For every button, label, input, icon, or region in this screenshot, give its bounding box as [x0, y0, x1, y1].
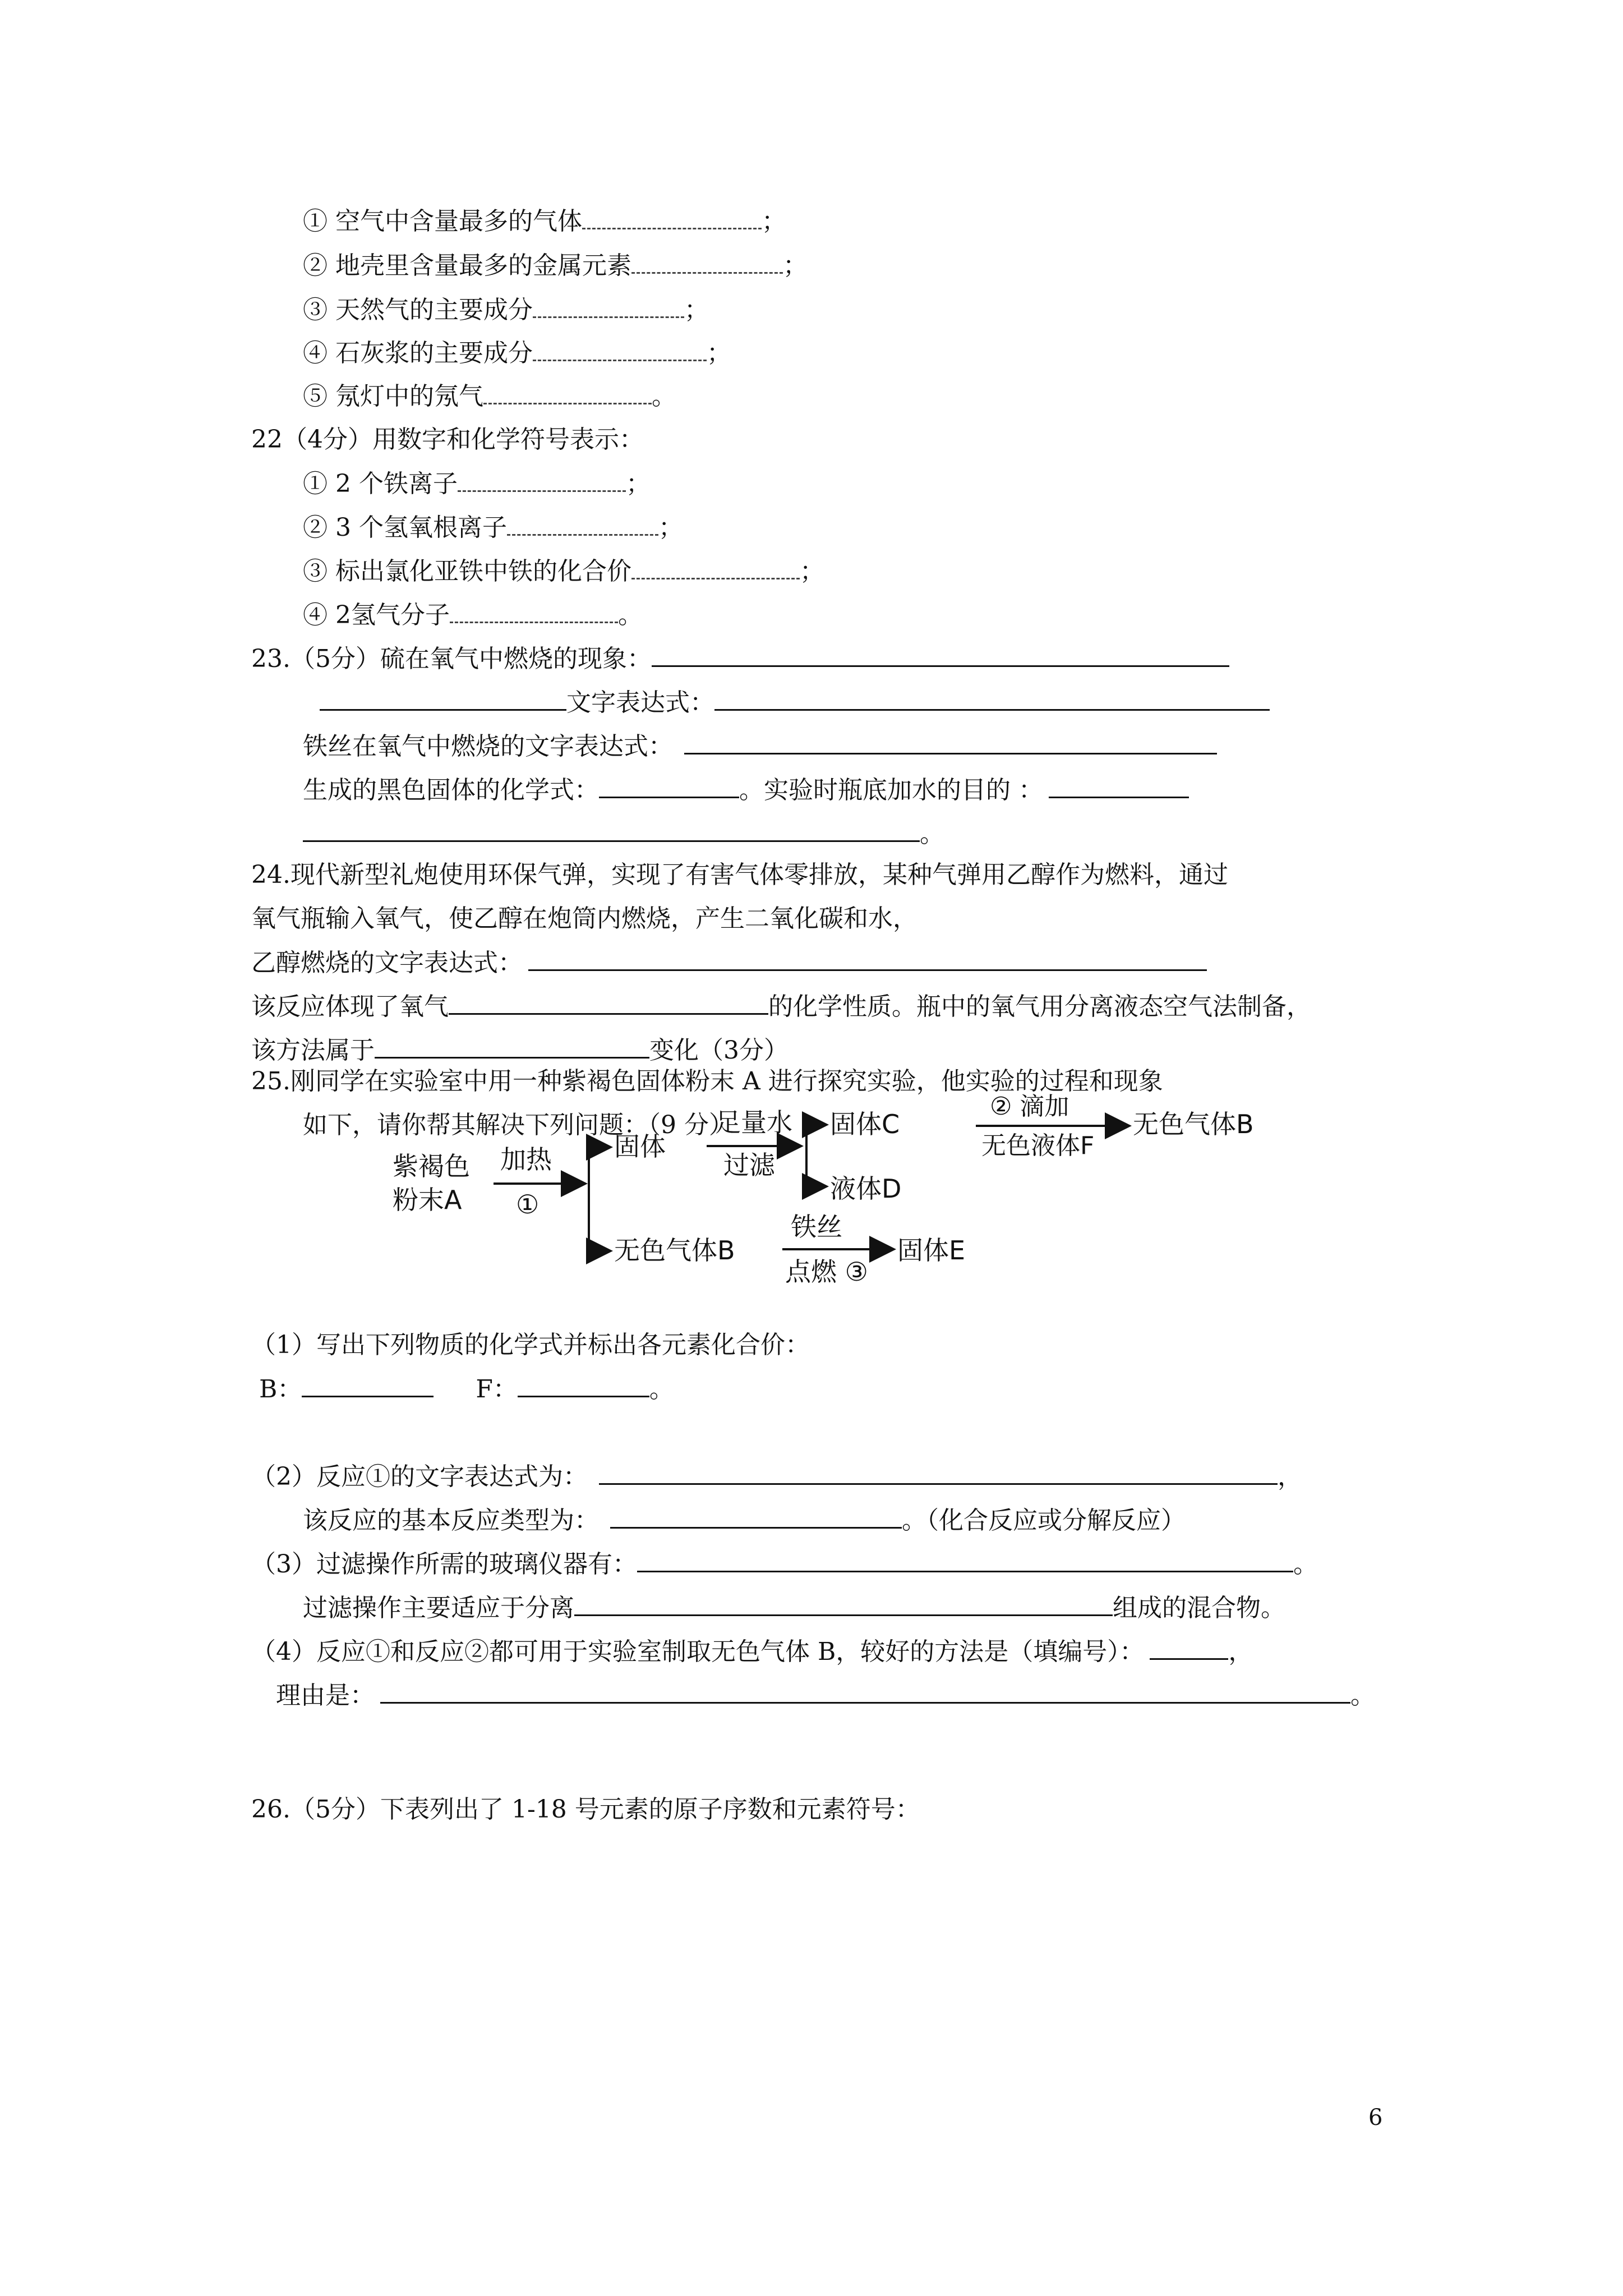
q23-line-2: 文字表达式：	[320, 687, 1270, 719]
q22-item-1: ① 2 个铁离子 ；	[303, 468, 651, 500]
q24-line-3: 乙醇燃烧的文字表达式：	[251, 947, 1207, 979]
answer-blank[interactable]	[507, 512, 658, 536]
q22-heading: 22（4分）用数字和化学符号表示：	[251, 425, 644, 454]
q25-sub-4b: 理由是： 。	[276, 1680, 1375, 1711]
start-label-1: 紫褐色	[393, 1151, 470, 1181]
q25-sub-2: （2）反应①的文字表达式为： ，	[251, 1461, 1302, 1493]
start-label-2: 粉末A	[393, 1185, 462, 1215]
answer-blank[interactable]	[375, 1034, 649, 1059]
answer-blank[interactable]	[518, 1373, 649, 1397]
gas-b-label: 无色气体B	[614, 1235, 735, 1266]
q21-item-4: ④ 石灰浆的主要成分 ；	[303, 337, 731, 369]
q22-item-2: ② 3 个氢氧根离子 ；	[303, 512, 683, 544]
answer-blank[interactable]	[631, 555, 800, 579]
answer-blank[interactable]	[533, 337, 707, 361]
answer-blank[interactable]	[528, 947, 1207, 971]
q24-line-5: 该方法属于 变化（3分）	[251, 1034, 789, 1066]
iron-label: 铁丝	[791, 1212, 842, 1242]
answer-blank[interactable]	[380, 1680, 1350, 1704]
q21-item-1: ① 空气中含量最多的气体 ；	[303, 205, 786, 237]
answer-blank[interactable]	[449, 991, 768, 1015]
answer-blank[interactable]	[599, 774, 739, 798]
q24-line-2: 氧气瓶输入氧气，使乙醇在炮筒内燃烧，产生二氧化碳和水，	[251, 904, 917, 933]
q21-item-5: ⑤ 氖灯中的氖气 。	[303, 380, 676, 412]
q25-sub-2b: 该反应的基本反应类型为： 。（化合反应或分解反应）	[303, 1504, 1186, 1536]
solid-e-label: 固体E	[897, 1235, 966, 1266]
q22-item-3: ③ 标出氯化亚铁中铁的化合价 ；	[303, 555, 824, 587]
answer-blank[interactable]	[458, 468, 626, 492]
q25-sub-1: （1）写出下列物质的化学式并标出各元素化合价：	[251, 1331, 810, 1359]
liquid-f-label: 无色液体F	[981, 1131, 1095, 1160]
answer-blank[interactable]	[610, 1504, 902, 1529]
q23-line-5: 。	[303, 818, 944, 850]
q25-sub-4: （4）反应①和反应②都可用于实验室制取无色气体 B，较好的方法是（填编号）： ，	[251, 1636, 1253, 1668]
q22-item-4: ④ 2氢气分子 。	[303, 599, 643, 631]
water-label: 足量水	[715, 1107, 792, 1138]
q21-item-2: ② 地壳里含量最多的金属元素 ；	[303, 250, 808, 282]
q23-line-3: 铁丝在氧气中燃烧的文字表达式：	[303, 730, 1217, 762]
answer-blank[interactable]	[582, 205, 762, 229]
answer-blank[interactable]	[533, 294, 684, 318]
answer-blank[interactable]	[599, 1461, 1278, 1485]
answer-blank[interactable]	[684, 730, 1217, 754]
q25-line-2: 如下，请你帮其解决下列问题：（9 分）	[303, 1111, 734, 1139]
answer-blank[interactable]	[631, 250, 783, 274]
solid-c-label: 固体C	[830, 1109, 900, 1139]
gas-b-top-label: 无色气体B	[1133, 1109, 1254, 1139]
liquid-d-label: 液体D	[830, 1174, 902, 1204]
solid-label: 固体	[614, 1131, 666, 1162]
q26-line: 26.（5分）下表列出了 1-18 号元素的原子序数和元素符号：	[251, 1795, 920, 1824]
q23-line-4: 生成的黑色固体的化学式： 。实验时瓶底加水的目的 ：	[303, 774, 1189, 806]
answer-blank[interactable]	[303, 818, 920, 842]
q23-line-1: 23.（5分）硫在氧气中燃烧的现象：	[251, 643, 1229, 675]
q25-sub-1-answers: B： F： 。	[259, 1373, 674, 1405]
page-number: 6	[1368, 2105, 1383, 2131]
filter-label: 过滤	[723, 1150, 775, 1180]
step-1-label: ①	[516, 1189, 540, 1220]
answer-blank[interactable]	[320, 687, 566, 711]
q25-line-1: 25.刚同学在实验室中用一种紫褐色固体粉末 A 进行探究实验，他实验的过程和现象	[251, 1067, 1163, 1096]
experiment-flow-diagram	[381, 1091, 1290, 1310]
q24-line-4: 该反应体现了氧气 的化学性质。瓶中的氧气用分离液态空气法制备，	[251, 991, 1311, 1023]
q25-sub-3: （3）过滤操作所需的玻璃仪器有： 。	[251, 1548, 1318, 1580]
answer-blank[interactable]	[1049, 774, 1189, 798]
answer-blank[interactable]	[450, 599, 618, 623]
q24-line-1: 24.现代新型礼炮使用环保气弹，实现了有害气体零排放，某种气弹用乙醇作为燃料，通过	[251, 861, 1228, 889]
ignite-label: 点燃 ③	[785, 1257, 868, 1287]
answer-blank[interactable]	[1150, 1636, 1228, 1660]
answer-blank[interactable]	[574, 1592, 1113, 1616]
answer-blank[interactable]	[714, 687, 1270, 711]
answer-blank[interactable]	[652, 643, 1229, 667]
answer-blank[interactable]	[637, 1548, 1293, 1572]
q25-sub-3b: 过滤操作主要适应于分离 组成的混合物。	[303, 1592, 1285, 1624]
q21-item-3: ③ 天然气的主要成分 ；	[303, 294, 709, 326]
drop-label: ② 滴加	[990, 1092, 1069, 1121]
answer-blank[interactable]	[483, 380, 652, 404]
heat-label: 加热	[500, 1144, 552, 1175]
answer-blank[interactable]	[302, 1373, 434, 1397]
